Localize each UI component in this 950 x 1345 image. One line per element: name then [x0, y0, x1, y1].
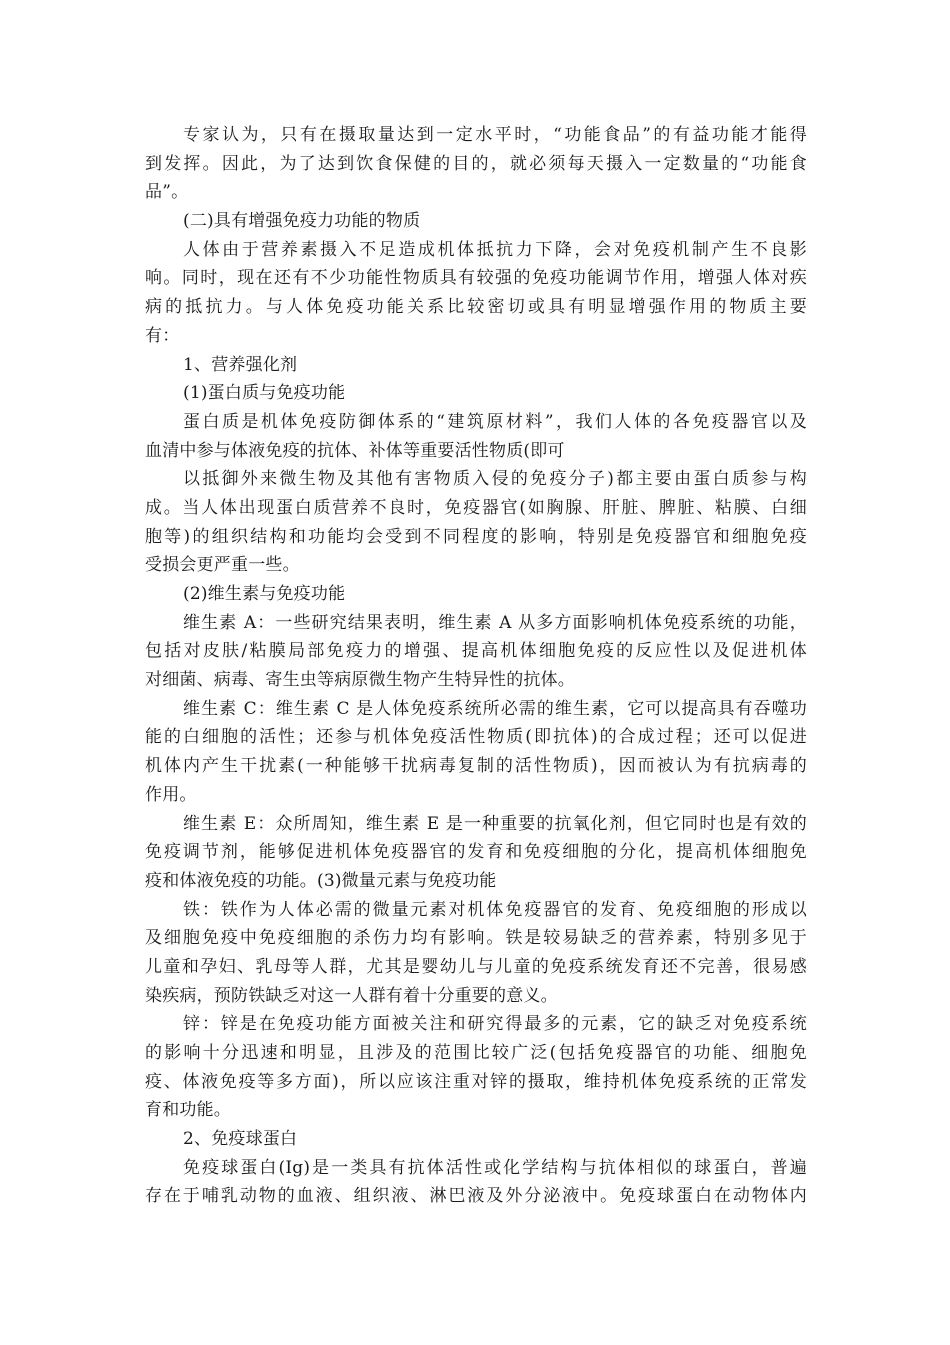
text-line: 包括对皮肤/粘膜局部免疫力的增强、提高机体细胞免疫的反应性以及促进机体 — [145, 641, 807, 662]
text-line: 病的抵抗力。与人体免疫功能关系比较密切或具有明显增强作用的物质主要 — [145, 297, 807, 318]
text-line: 1、营养强化剂 — [183, 354, 298, 375]
text-line: 免疫调节剂，能够促进机体免疫器官的发育和免疫细胞的分化，提高机体细胞免 — [145, 842, 807, 863]
text-line: 以抵御外来微生物及其他有害物质入侵的免疫分子)都主要由蛋白质参与构 — [183, 469, 807, 490]
text-line: 疫、体液免疫等多方面)，所以应该注重对锌的摄取，维持机体免疫系统的正常发 — [145, 1071, 807, 1092]
text-line: 有： — [145, 325, 180, 346]
text-line: 染疾病，预防铁缺乏对这一人群有着十分重要的意义。 — [145, 985, 558, 1006]
text-line: 免疫球蛋白(Ig)是一类具有抗体活性或化学结构与抗体相似的球蛋白，普遍 — [183, 1157, 807, 1178]
text-line: 血清中参与体液免疫的抗体、补体等重要活性物质(即可 — [145, 440, 565, 461]
body-text — [145, 121, 807, 1211]
text-line: 锌：锌是在免疫功能方面被关注和研究得最多的元素，它的缺乏对免疫系统 — [183, 1014, 807, 1035]
text-line: 维生素 A：一些研究结果表明，维生素 A 从多方面影响机体免疫系统的功能， — [183, 612, 807, 633]
text-line: 及细胞免疫中免疫细胞的杀伤力均有影响。铁是较易缺乏的营养素，特别多见于 — [145, 928, 807, 949]
text-line: (2)维生素与免疫功能 — [183, 584, 346, 604]
text-line: 到发挥。因此，为了达到饮食保健的目的，就必须每天摄入一定数量的“功能食 — [145, 153, 807, 174]
text-line: (二)具有增强免疫力功能的物质 — [183, 211, 421, 232]
text-line: 育和功能。 — [145, 1100, 231, 1121]
text-line: 维生素 C：维生素 C 是人体免疫系统所必需的维生素，它可以提高具有吞噬功 — [183, 698, 807, 719]
text-line: 维生素 E：众所周知，维生素 E 是一种重要的抗氧化剂，但它同时也是有效的 — [183, 813, 807, 834]
text-line: 疫和体液免疫的功能。(3)微量元素与免疫功能 — [145, 870, 497, 891]
text-line: 存在于哺乳动物的血液、组织液、淋巴液及外分泌液中。免疫球蛋白在动物体内 — [145, 1186, 807, 1207]
text-line: 儿童和孕妇、乳母等人群，尤其是婴幼儿与儿童的免疫系统发育还不完善，很易感 — [145, 956, 807, 977]
text-line: 铁：铁作为人体必需的微量元素对机体免疫器官的发育、免疫细胞的形成以 — [183, 899, 807, 920]
text-line: 胞等)的组织结构和功能均会受到不同程度的影响，特别是免疫器官和细胞免疫 — [145, 526, 807, 547]
text-line: 对细菌、病毒、寄生虫等病原微生物产生特异性的抗体。 — [145, 670, 575, 691]
text-line: 专家认为，只有在摄取量达到一定水平时，“功能食品”的有益功能才能得 — [183, 125, 807, 145]
text-line: 蛋白质是机体免疫防御体系的“建筑原材料”，我们人体的各免疫器官以及 — [183, 411, 807, 432]
text-line: 2、免疫球蛋白 — [183, 1129, 298, 1150]
text-line: 受损会更严重一些。 — [145, 555, 300, 576]
text-line: 人体由于营养素摄入不足造成机体抵抗力下降，会对免疫机制产生不良影 — [183, 239, 807, 260]
text-line: 品”。 — [145, 182, 189, 203]
text-line: 响。同时，现在还有不少功能性物质具有较强的免疫功能调节作用，增强人体对疾 — [145, 268, 807, 289]
text-line: 能的白细胞的活性；还参与机体免疫活性物质(即抗体)的合成过程；还可以促进 — [145, 727, 807, 748]
text-line: 机体内产生干扰素(一种能够干扰病毒复制的活性物质)，因而被认为有抗病毒的 — [145, 756, 807, 777]
text-line: 的影响十分迅速和明显，且涉及的范围比较广泛(包括免疫器官的功能、细胞免 — [145, 1043, 807, 1063]
text-line: 成。当人体出现蛋白质营养不良时，免疫器官(如胸腺、肝脏、脾脏、粘膜、白细 — [145, 497, 807, 518]
text-line: 作用。 — [145, 784, 197, 805]
text-line: (1)蛋白质与免疫功能 — [183, 383, 346, 404]
